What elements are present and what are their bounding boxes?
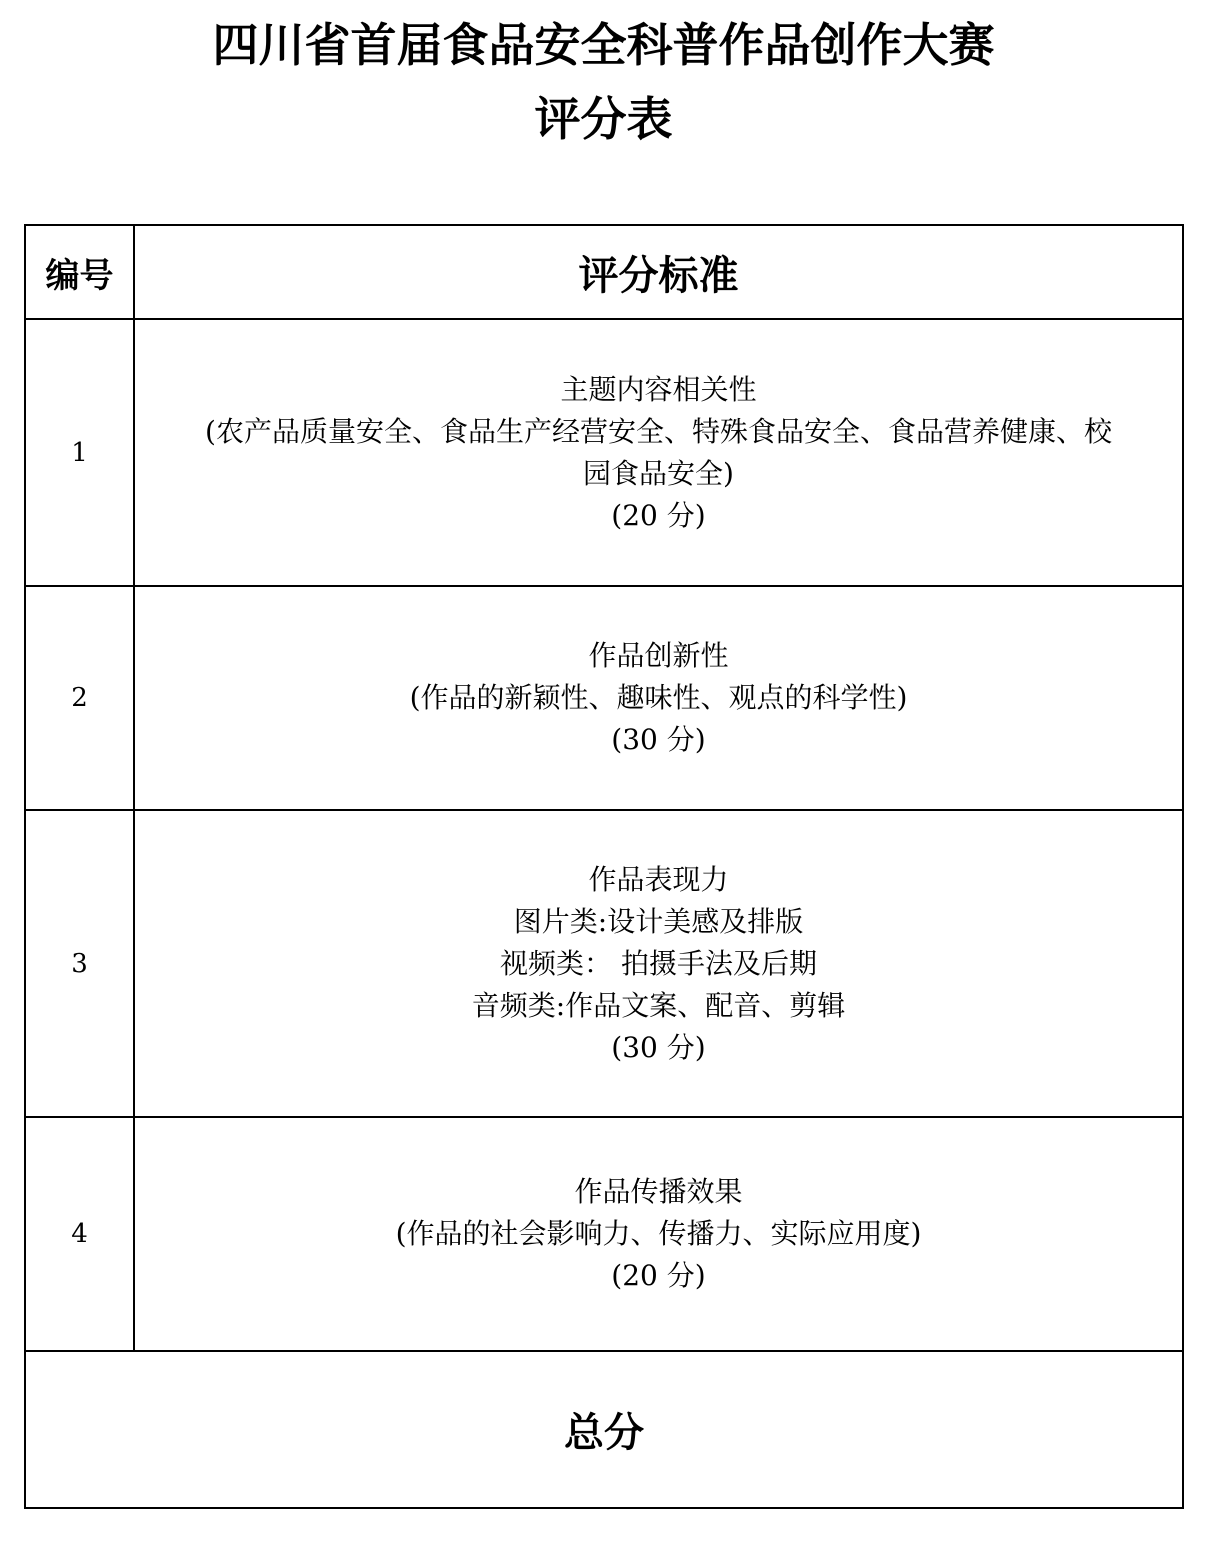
document-subtitle: 评分表	[534, 92, 673, 146]
criteria-line: 作品创新性	[588, 639, 729, 672]
header-criteria: 评分标准	[134, 225, 1183, 319]
table-row	[25, 586, 1183, 810]
row-number: 4	[25, 1117, 134, 1351]
criteria-points: (20 分)	[611, 498, 706, 532]
table-row	[25, 810, 1183, 1117]
criteria-points: (20 分)	[611, 1259, 706, 1292]
criteria-line: 视频类： 拍摄手法及后期	[500, 946, 817, 980]
row-criteria	[134, 810, 1183, 1117]
criteria-line: 作品表现力	[588, 862, 729, 896]
criteria-line: (作品的社会影响力、传播力、实际应用度)	[395, 1217, 922, 1250]
scoring-table	[24, 224, 1184, 1509]
criteria-line: 主题内容相关性	[560, 372, 757, 406]
criteria-line: (农产品质量安全、食品生产经营安全、特殊食品安全、食品营养健康、校	[205, 414, 1112, 448]
criteria-line: 园食品安全)	[583, 456, 734, 490]
table-row	[25, 319, 1183, 586]
row-number: 3	[25, 810, 134, 1117]
total-label: 总分	[25, 1351, 1183, 1508]
criteria-line: 作品传播效果	[574, 1175, 743, 1208]
criteria-points: (30 分)	[611, 1030, 706, 1064]
criteria-line: (作品的新颖性、趣味性、观点的科学性)	[409, 681, 908, 714]
table-header-row	[25, 225, 1183, 319]
row-criteria	[134, 586, 1183, 810]
row-number: 2	[25, 586, 134, 810]
row-criteria	[134, 1117, 1183, 1351]
header-number: 编号	[25, 225, 134, 319]
table-row	[25, 1117, 1183, 1351]
criteria-points: (30 分)	[611, 723, 706, 756]
row-criteria	[134, 319, 1183, 586]
criteria-line: 音频类:作品文案、配音、剪辑	[471, 988, 846, 1022]
total-row	[25, 1351, 1183, 1508]
document-title: 四川省首届食品安全科普作品创作大赛	[212, 18, 995, 72]
criteria-line: 图片类:设计美感及排版	[513, 904, 804, 938]
row-number: 1	[25, 319, 134, 586]
